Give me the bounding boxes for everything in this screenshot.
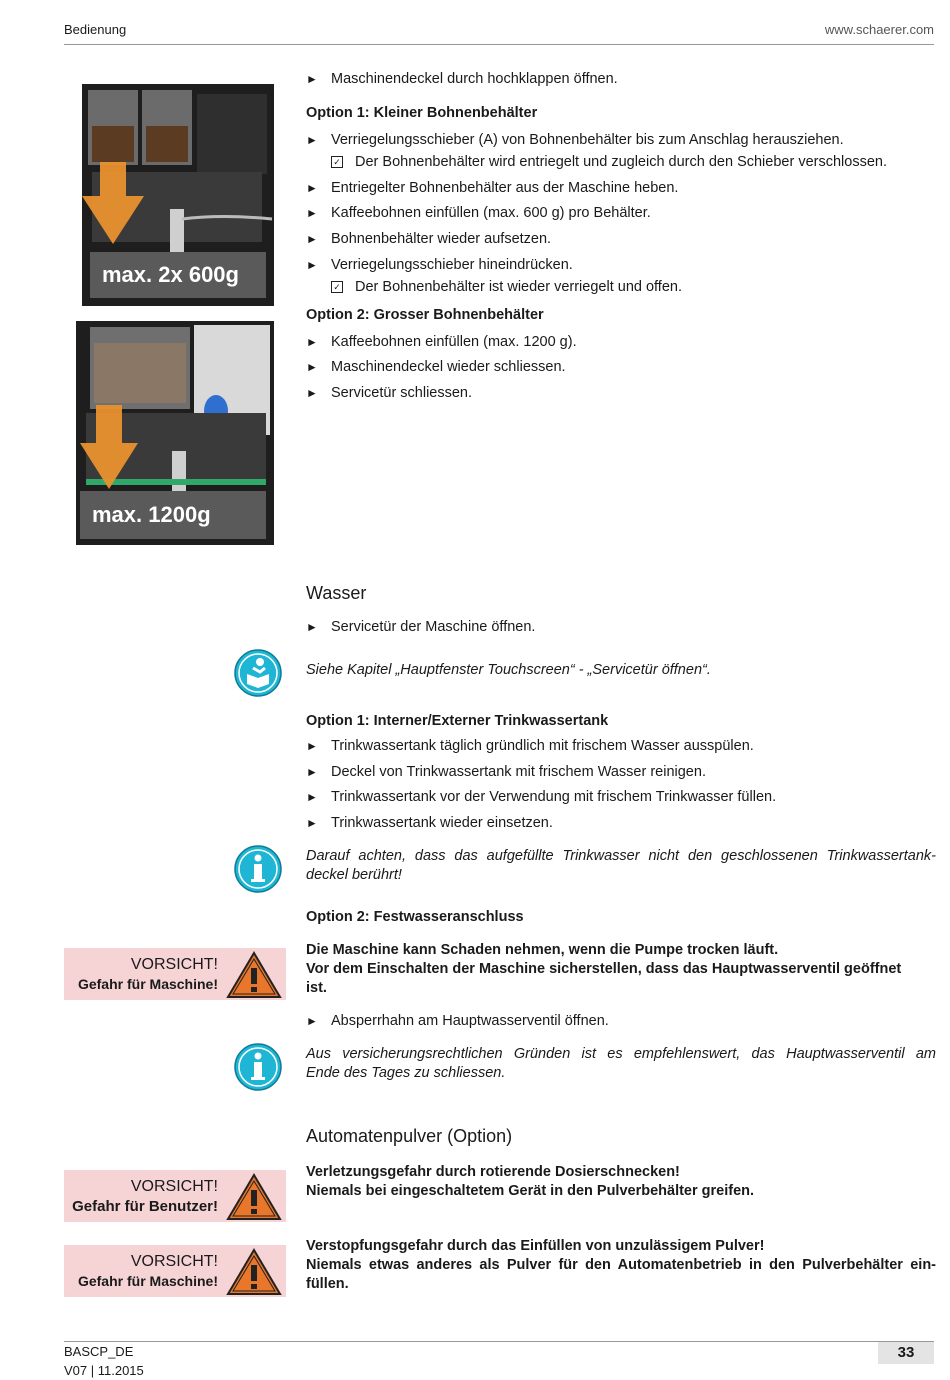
warning-subtitle: Gefahr für Maschine! <box>77 976 218 992</box>
warning-box-user <box>64 1170 286 1222</box>
note-line: Ende des Tages zu schliessen. <box>306 1065 506 1081</box>
step-text: Deckel von Trinkwassertank mit frischem Wasser reinigen. <box>331 764 706 780</box>
bullet-arrow-icon: ► <box>306 232 318 246</box>
step-open-valve <box>306 1012 936 1031</box>
step-text: Bohnenbehälter wieder aufsetzen. <box>331 231 552 247</box>
warning-subtitle: Gefahr für Maschine! <box>77 1273 218 1289</box>
step-text: Verriegelungsschieber hineindrücken. <box>331 257 573 273</box>
warning-pump-text <box>306 941 936 998</box>
step-text: Servicetür schliessen. <box>331 385 473 401</box>
bullet-arrow-icon: ► <box>306 206 318 220</box>
warning-triangle-icon <box>226 950 282 1000</box>
result-text: Der Bohnenbehälter ist wieder verriegelt und offen. <box>355 279 682 295</box>
step-close-door <box>306 384 936 403</box>
header-divider <box>64 44 934 45</box>
bullet-arrow-icon: ► <box>306 72 318 86</box>
step-replace-container <box>306 230 936 249</box>
step-close-lid <box>306 358 936 377</box>
warning-line: Niemals etwas anderes als Pulver für den Automatenbetrieb in den Pulverbehälter ein- <box>306 1257 936 1273</box>
step-text: Trinkwassertank wieder einsetzen. <box>331 815 553 831</box>
checkbox-icon: ✓ <box>331 281 343 293</box>
bullet-arrow-icon: ► <box>306 360 318 374</box>
step-text: Maschinendeckel durch hochklappen öffnen. <box>331 71 618 87</box>
step-text: Trinkwassertank täglich gründlich mit frischem Wasser ausspülen. <box>331 738 754 754</box>
warning-triangle-icon <box>226 1247 282 1297</box>
warning-subtitle: Gefahr für Benutzer! <box>72 1198 218 1215</box>
wasser-heading: Wasser <box>306 583 367 603</box>
info-icon <box>233 844 283 894</box>
footer-divider <box>64 1341 934 1342</box>
bullet-arrow-icon: ► <box>306 335 318 349</box>
warning-screw-text <box>306 1163 936 1201</box>
water-option2-heading: Option 2: Festwasseranschluss <box>306 909 524 925</box>
warning-title: VORSICHT! <box>130 956 218 973</box>
step-fill-large <box>306 333 936 352</box>
warning-line: füllen. <box>306 1276 349 1292</box>
step-clean-lid <box>306 763 936 782</box>
step-text: Maschinendeckel wieder schliessen. <box>331 359 566 375</box>
step-lift-container <box>306 179 936 198</box>
note-line: Aus versicherungsrechtlichen Gründen ist es empfehlenswert, das Hauptwasserventil am <box>306 1046 936 1062</box>
chapter-reference[interactable]: Siehe Kapitel „Hauptfenster Touchscreen“ - „Servicetür öffnen“. <box>306 662 711 678</box>
bullet-arrow-icon: ► <box>306 739 318 753</box>
warning-title: VORSICHT! <box>130 1178 218 1195</box>
step-text: Verriegelungsschieber (A) von Bohnenbehälter bis zum Anschlag herausziehen. <box>331 132 844 148</box>
result-text: Der Bohnenbehälter wird entriegelt und zugleich durch den Schieber verschlossen. <box>355 154 887 170</box>
step-pull-slider <box>306 131 936 150</box>
bullet-arrow-icon: ► <box>306 1014 318 1028</box>
step-text: Kaffeebohnen einfüllen (max. 600 g) pro Behälter. <box>331 205 651 221</box>
info-note-valve <box>306 1045 936 1083</box>
document-code: BASCP_DE <box>64 1344 134 1359</box>
capacity-label-small: max. 2x 600g <box>90 252 266 298</box>
note-line: deckel berührt! <box>306 867 402 883</box>
water-option1-heading: Option 1: Interner/Externer Trinkwassertank <box>306 713 609 729</box>
warning-line: Vor dem Einschalten der Maschine sicherstellen, dass das Hauptwasserventil geöffnet <box>306 961 902 977</box>
bullet-arrow-icon: ► <box>306 620 318 634</box>
warning-powder-text <box>306 1237 936 1294</box>
page-number: 33 <box>878 1342 934 1364</box>
header-url[interactable]: www.schaerer.com <box>824 22 934 37</box>
result-unlocked <box>331 153 936 172</box>
option1-heading: Option 1: Kleiner Bohnenbehälter <box>306 105 538 121</box>
bean-container-small-photo <box>82 84 274 306</box>
option2-heading: Option 2: Grosser Bohnenbehälter <box>306 307 544 323</box>
warning-box-machine <box>64 1245 286 1297</box>
step-fill-tank <box>306 788 936 807</box>
warning-triangle-icon <box>226 1172 282 1222</box>
checkbox-icon: ✓ <box>331 156 343 168</box>
bullet-arrow-icon: ► <box>306 181 318 195</box>
warning-line: Die Maschine kann Schaden nehmen, wenn die Pumpe trocken läuft. <box>306 942 779 958</box>
capacity-label-large: max. 1200g <box>80 491 266 539</box>
step-text: Kaffeebohnen einfüllen (max. 1200 g). <box>331 334 577 350</box>
step-rinse-tank <box>306 737 936 756</box>
step-text: Trinkwassertank vor der Verwendung mit frischem Trinkwasser füllen. <box>331 789 777 805</box>
step-text: Entriegelter Bohnenbehälter aus der Maschine heben. <box>331 180 679 196</box>
step-insert-tank <box>306 814 936 833</box>
read-manual-icon <box>233 648 283 698</box>
result-locked <box>331 278 936 297</box>
warning-line: ist. <box>306 980 327 996</box>
bean-container-large-photo <box>76 321 274 545</box>
bullet-arrow-icon: ► <box>306 386 318 400</box>
bullet-arrow-icon: ► <box>306 258 318 272</box>
bullet-arrow-icon: ► <box>306 816 318 830</box>
warning-title: VORSICHT! <box>130 1253 218 1270</box>
note-line: Darauf achten, dass das aufgefüllte Trinkwasser nicht den geschlossenen Trinkwassertank- <box>306 848 936 864</box>
step-open-lid <box>306 70 936 89</box>
step-open-service-door <box>306 618 936 637</box>
bullet-arrow-icon: ► <box>306 133 318 147</box>
warning-box-machine <box>64 948 286 1000</box>
step-text: Absperrhahn am Hauptwasserventil öffnen. <box>331 1013 609 1029</box>
info-icon <box>233 1042 283 1092</box>
info-note-lid <box>306 847 936 885</box>
warning-line: Verstopfungsgefahr durch das Einfüllen von unzulässigem Pulver! <box>306 1238 765 1254</box>
warning-line: Verletzungsgefahr durch rotierende Dosierschnecken! <box>306 1164 680 1180</box>
step-text: Servicetür der Maschine öffnen. <box>331 619 536 635</box>
header-section: Bedienung <box>64 22 127 37</box>
bullet-arrow-icon: ► <box>306 790 318 804</box>
warning-line: Niemals bei eingeschaltetem Gerät in den Pulverbehälter greifen. <box>306 1183 755 1199</box>
document-version: V07 | 11.2015 <box>64 1363 144 1378</box>
step-push-slider <box>306 256 936 275</box>
pulver-heading: Automatenpulver (Option) <box>306 1126 513 1146</box>
bullet-arrow-icon: ► <box>306 765 318 779</box>
step-fill-beans <box>306 204 936 223</box>
